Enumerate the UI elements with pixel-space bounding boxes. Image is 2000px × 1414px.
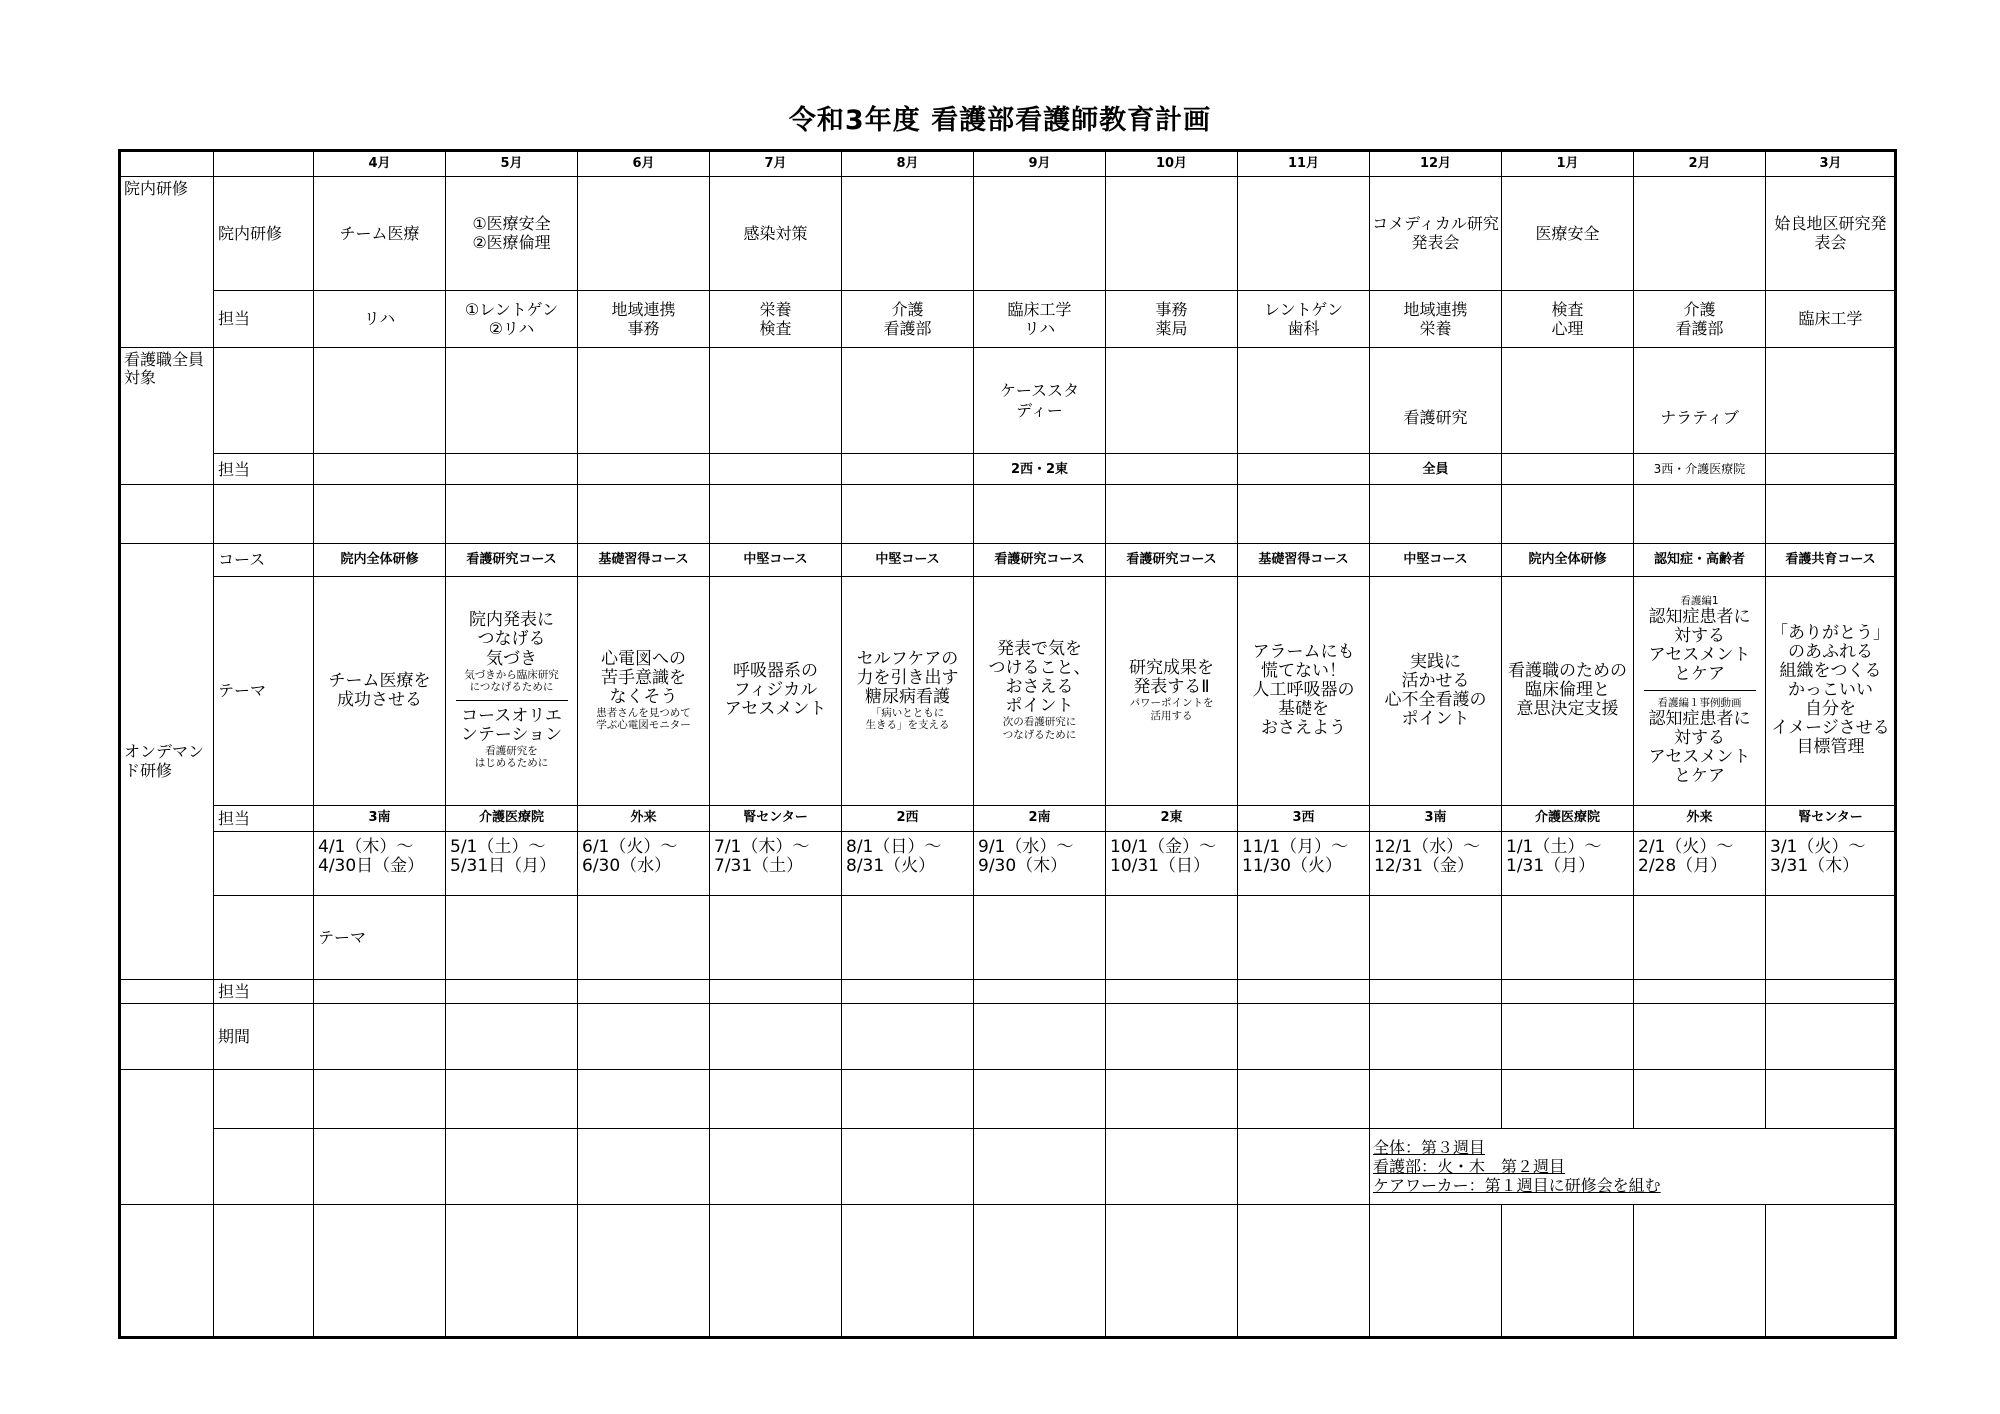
innai-topic: コメディカル研究発表会	[1370, 177, 1502, 290]
innai-tanto: 事務 薬局	[1106, 290, 1238, 347]
course-name: 看護研究コース	[1106, 543, 1238, 576]
theme-cell: 呼吸器系の フィジカル アセスメント	[710, 576, 842, 805]
zenin-tanto: 全員	[1370, 454, 1502, 485]
blank-cell	[578, 1003, 710, 1069]
period-cell: 9/1（水）～ 9/30（木）	[974, 831, 1106, 895]
blank-cell	[974, 1069, 1106, 1128]
blank-cell	[1370, 1003, 1502, 1069]
blank-cell	[710, 980, 842, 1003]
course-name: 看護研究コース	[446, 543, 578, 576]
blank-cell	[214, 896, 314, 980]
zenin-tanto: 2西・2東	[974, 454, 1106, 485]
blank-cell	[446, 1069, 578, 1128]
course-name: 認知症・高齢者	[1634, 543, 1766, 576]
zenin-topic	[446, 347, 578, 453]
zenin-topic	[1106, 347, 1238, 453]
blank-cell	[578, 1069, 710, 1128]
course-name: 基礎習得コース	[578, 543, 710, 576]
blank-cell	[974, 980, 1106, 1003]
blank-cell	[1502, 485, 1634, 543]
theme-cell: 看護職のための 臨床倫理と 意思決定支援	[1502, 576, 1634, 805]
blank-cell	[578, 980, 710, 1003]
blank-cell	[842, 1129, 974, 1205]
innai-topic: 医療安全	[1502, 177, 1634, 290]
zenin-tanto	[1766, 454, 1896, 485]
blank-cell	[1634, 485, 1766, 543]
period-cell: 5/1（土）～ 5/31日（月）	[446, 831, 578, 895]
zenin-tanto: 3西・介護医療院	[1634, 454, 1766, 485]
blank-cell	[578, 1205, 710, 1338]
blank-cell	[842, 485, 974, 543]
row-label-theme: テーマ	[314, 896, 446, 980]
blank-cell	[1766, 980, 1896, 1003]
blank-cell	[1106, 1069, 1238, 1128]
period-cell: 2/1（火）～ 2/28（月）	[1634, 831, 1766, 895]
blank-cell	[314, 1205, 446, 1338]
blank-cell	[974, 485, 1106, 543]
theme-cell: アラームにも 慌てない！ 人工呼吸器の 基礎を おさえよう	[1238, 576, 1370, 805]
blank-cell	[1502, 1003, 1634, 1069]
zenin-tanto	[1502, 454, 1634, 485]
ondemand-tanto: 2東	[1106, 805, 1238, 831]
blank-cell	[842, 896, 974, 980]
blank-cell	[1766, 1205, 1896, 1338]
section-label-zenin: 看護職全員対象	[120, 347, 214, 485]
course-name: 中堅コース	[710, 543, 842, 576]
blank-cell	[578, 485, 710, 543]
blank-cell	[710, 1205, 842, 1338]
row-label-theme: テーマ	[214, 576, 314, 805]
blank-cell	[446, 1205, 578, 1338]
innai-tanto: 介護 看護部	[1634, 290, 1766, 347]
blank-cell	[1370, 1069, 1502, 1128]
theme-cell: 「ありがとう」 のあふれる 組織をつくる かっこいい 自分を イメージさせる 目標管理	[1766, 576, 1896, 805]
zenin-topic	[578, 347, 710, 453]
theme-row	[120, 576, 1896, 805]
ondemand-tanto: 3南	[314, 805, 446, 831]
divider-line	[456, 700, 568, 701]
innai-topic	[842, 177, 974, 290]
blank-cell	[214, 1205, 314, 1338]
period-cell: 12/1（水）～ 12/31（金）	[1370, 831, 1502, 895]
empty-label-cell	[214, 347, 314, 453]
zenin-topic	[710, 347, 842, 453]
blank-cell	[314, 980, 446, 1003]
note-line: 全体：第３週目	[1373, 1137, 1486, 1157]
course-name: 看護共育コース	[1766, 543, 1896, 576]
period-cell: 7/1（木）～ 7/31（土）	[710, 831, 842, 895]
zenin-topic	[1502, 347, 1634, 453]
theme-cell: 実践に 活かせる 心不全看護の ポイント	[1370, 576, 1502, 805]
zenin-topic	[1238, 347, 1370, 453]
ondemand-tanto: 外来	[578, 805, 710, 831]
zenin-tanto	[1238, 454, 1370, 485]
month-header: 3月	[1766, 151, 1896, 177]
ondemand-tanto: 外来	[1634, 805, 1766, 831]
period-cell: 10/1（金）～ 10/31（日）	[1106, 831, 1238, 895]
zenin-tanto-row	[120, 454, 1896, 485]
blank-cell	[314, 1003, 446, 1069]
month-header: 4月	[314, 151, 446, 177]
month-header: 12月	[1370, 151, 1502, 177]
blank-cell	[1502, 1205, 1634, 1338]
blank-cell	[214, 1129, 314, 1205]
blank-cell	[578, 1129, 710, 1205]
blank-cell	[446, 1129, 578, 1205]
blank-cell	[1502, 896, 1634, 980]
innai-topic	[1634, 177, 1766, 290]
innai-tanto-row	[120, 290, 1896, 347]
course-name: 看護研究コース	[974, 543, 1106, 576]
course-name: 院内全体研修	[314, 543, 446, 576]
ondemand-tanto: 腎センター	[710, 805, 842, 831]
blank-cell	[710, 485, 842, 543]
row-label-tanto: 担当	[214, 454, 314, 485]
month-header: 8月	[842, 151, 974, 177]
row-label-period: 期間	[214, 1003, 314, 1069]
blank-cell	[1766, 1069, 1896, 1128]
blank-cell	[1502, 980, 1634, 1003]
innai-topic: チーム医療	[314, 177, 446, 290]
blank-cell	[578, 896, 710, 980]
blank-cell	[1238, 1129, 1370, 1205]
period-row	[120, 831, 1896, 895]
second-tanto-row	[120, 980, 1896, 1003]
blank-cell	[1634, 1205, 1766, 1338]
blank-cell	[446, 896, 578, 980]
ondemand-tanto: 介護医療院	[1502, 805, 1634, 831]
blank-cell	[710, 1003, 842, 1069]
blank-cell	[214, 485, 314, 543]
blank-cell	[1238, 1069, 1370, 1128]
blank-cell	[120, 1003, 214, 1069]
blank-cell	[974, 1129, 1106, 1205]
zenin-tanto	[314, 454, 446, 485]
course-name: 中堅コース	[1370, 543, 1502, 576]
ondemand-tanto: 腎センター	[1766, 805, 1896, 831]
month-header: 2月	[1634, 151, 1766, 177]
zenin-topic: 看護研究	[1370, 347, 1502, 453]
innai-tanto: 臨床工学 リハ	[974, 290, 1106, 347]
innai-topic: 感染対策	[710, 177, 842, 290]
note-line: 看護部：火・木 第２週目	[1373, 1157, 1566, 1177]
section-label-ondemand: オンデマンド研修	[120, 543, 214, 980]
innai-topic	[974, 177, 1106, 290]
blank-cell	[1370, 1205, 1502, 1338]
blank-cell	[1238, 1003, 1370, 1069]
blank-cell	[314, 1069, 446, 1128]
row-label-course: コース	[214, 543, 314, 576]
course-name: 基礎習得コース	[1238, 543, 1370, 576]
period-cell: 11/1（月）～ 11/30（火）	[1238, 831, 1370, 895]
theme-cell: 心電図への 苦手意識を なくそう 患者さんを見つめて 学ぶ心電図モニター	[578, 576, 710, 805]
course-name: 院内全体研修	[1502, 543, 1634, 576]
innai-topic	[1106, 177, 1238, 290]
blank-cell	[710, 896, 842, 980]
note-line: ケアワーカー：第１週目に研修会を組む	[1373, 1176, 1661, 1196]
blank-cell	[314, 1129, 446, 1205]
blank-cell	[1634, 980, 1766, 1003]
blank-cell	[446, 980, 578, 1003]
blank-cell	[842, 1003, 974, 1069]
blank-cell	[1106, 485, 1238, 543]
blank-row	[120, 485, 1896, 543]
innai-topic-row	[120, 177, 1896, 290]
theme-cell: 発表で気を つけること、 おさえる ポイント 次の看護研究に つなげるために	[974, 576, 1106, 805]
theme-cell: 看護編1 認知症患者に 対する アセスメント とケア 看護編１事例動画 認知症患者に 対する アセスメント とケア	[1634, 576, 1766, 805]
blank-cell	[1370, 485, 1502, 543]
month-header: 1月	[1502, 151, 1634, 177]
blank-cell	[710, 1069, 842, 1128]
blank-cell	[842, 980, 974, 1003]
blank-cell	[1634, 1069, 1766, 1128]
blank-cell	[120, 980, 214, 1003]
blank-cell	[120, 1205, 214, 1338]
zenin-topic: ナラティブ	[1634, 347, 1766, 453]
empty-label-cell	[214, 831, 314, 895]
blank-cell	[120, 1069, 214, 1205]
blank-cell	[1238, 485, 1370, 543]
education-plan-table	[118, 149, 1897, 1339]
blank-cell	[1106, 1205, 1238, 1338]
innai-tanto: リハ	[314, 290, 446, 347]
ondemand-tanto: 3西	[1238, 805, 1370, 831]
blank-cell	[1370, 980, 1502, 1003]
zenin-topic	[842, 347, 974, 453]
period-cell: 6/1（火）～ 6/30（水）	[578, 831, 710, 895]
blank-cell	[842, 1069, 974, 1128]
innai-topic	[1238, 177, 1370, 290]
innai-tanto: 検査 心理	[1502, 290, 1634, 347]
row-label-innai: 院内研修	[214, 177, 314, 290]
zenin-tanto	[578, 454, 710, 485]
innai-topic: 姶良地区研究発表会	[1766, 177, 1896, 290]
innai-tanto: レントゲン 歯科	[1238, 290, 1370, 347]
blank-cell	[120, 485, 214, 543]
blank-cell	[1634, 1003, 1766, 1069]
innai-tanto: 介護 看護部	[842, 290, 974, 347]
zenin-topic	[314, 347, 446, 453]
row-label-tanto: 担当	[214, 805, 314, 831]
innai-tanto: ①レントゲン ②リハ	[446, 290, 578, 347]
month-header: 10月	[1106, 151, 1238, 177]
month-header: 5月	[446, 151, 578, 177]
blank-cell	[1238, 1205, 1370, 1338]
innai-tanto: 臨床工学	[1766, 290, 1896, 347]
course-name: 中堅コース	[842, 543, 974, 576]
blank-cell	[1106, 980, 1238, 1003]
ondemand-tanto: 介護医療院	[446, 805, 578, 831]
blank-cell	[974, 896, 1106, 980]
divider-line	[1644, 690, 1756, 691]
period-cell: 1/1（土）～ 1/31（月）	[1502, 831, 1634, 895]
corner-cell	[214, 151, 314, 177]
zenin-tanto	[1106, 454, 1238, 485]
innai-tanto: 地域連携 栄養	[1370, 290, 1502, 347]
innai-tanto: 地域連携 事務	[578, 290, 710, 347]
lower-row-2	[120, 1129, 1896, 1205]
zenin-tanto	[446, 454, 578, 485]
bottom-blank-row	[120, 1205, 1896, 1338]
section-label-innai: 院内研修	[120, 177, 214, 348]
blank-cell	[1106, 896, 1238, 980]
zenin-tanto	[842, 454, 974, 485]
blank-cell	[314, 485, 446, 543]
innai-tanto: 栄養 検査	[710, 290, 842, 347]
zenin-topic	[1766, 347, 1896, 453]
blank-cell	[1106, 1003, 1238, 1069]
innai-topic	[578, 177, 710, 290]
month-header-row	[120, 151, 1896, 177]
blank-cell	[1238, 980, 1370, 1003]
blank-cell	[1502, 1069, 1634, 1128]
row-label-tanto: 担当	[214, 290, 314, 347]
blank-cell	[1766, 485, 1896, 543]
blank-cell	[214, 1069, 314, 1128]
ondemand-tanto: 3南	[1370, 805, 1502, 831]
schedule-notes	[1370, 1129, 1896, 1205]
blank-cell	[974, 1205, 1106, 1338]
blank-cell	[1766, 1003, 1896, 1069]
lower-row-1	[120, 1069, 1896, 1128]
corner-cell	[120, 151, 214, 177]
period-cell: 3/1（火）～ 3/31（木）	[1766, 831, 1896, 895]
ondemand-tanto: 2南	[974, 805, 1106, 831]
blank-cell	[1238, 896, 1370, 980]
theme-cell: 研究成果を 発表するⅡ パワーポイントを 活用する	[1106, 576, 1238, 805]
blank-cell	[1766, 896, 1896, 980]
theme-cell: チーム医療を 成功させる	[314, 576, 446, 805]
month-header: 9月	[974, 151, 1106, 177]
month-header: 6月	[578, 151, 710, 177]
blank-cell	[1106, 1129, 1238, 1205]
theme-cell: 院内発表に つなげる 気づき 気づきから臨床研究 につなげるために コースオリエ ンテーション 看護研究を はじめるために	[446, 576, 578, 805]
second-theme-row	[120, 896, 1896, 980]
blank-cell	[1634, 896, 1766, 980]
second-period-row	[120, 1003, 1896, 1069]
blank-cell	[446, 485, 578, 543]
course-row	[120, 543, 1896, 576]
zenin-topic-row	[120, 347, 1896, 453]
zenin-topic: ケーススタディー	[974, 347, 1106, 453]
blank-cell	[446, 1003, 578, 1069]
row-label-tanto: 担当	[214, 980, 314, 1003]
period-cell: 4/1（木）～ 4/30日（金）	[314, 831, 446, 895]
ondemand-tanto-row	[120, 805, 1896, 831]
period-cell: 8/1（日）～ 8/31（火）	[842, 831, 974, 895]
ondemand-tanto: 2西	[842, 805, 974, 831]
blank-cell	[974, 1003, 1106, 1069]
month-header: 7月	[710, 151, 842, 177]
month-header: 11月	[1238, 151, 1370, 177]
theme-cell: セルフケアの 力を引き出す 糖尿病看護 「病いとともに 生きる」を支える	[842, 576, 974, 805]
zenin-tanto	[710, 454, 842, 485]
blank-cell	[842, 1205, 974, 1338]
page-title: 令和3年度 看護部看護師教育計画	[788, 105, 1212, 136]
blank-cell	[1370, 896, 1502, 980]
innai-topic: ①医療安全 ②医療倫理	[446, 177, 578, 290]
blank-cell	[710, 1129, 842, 1205]
